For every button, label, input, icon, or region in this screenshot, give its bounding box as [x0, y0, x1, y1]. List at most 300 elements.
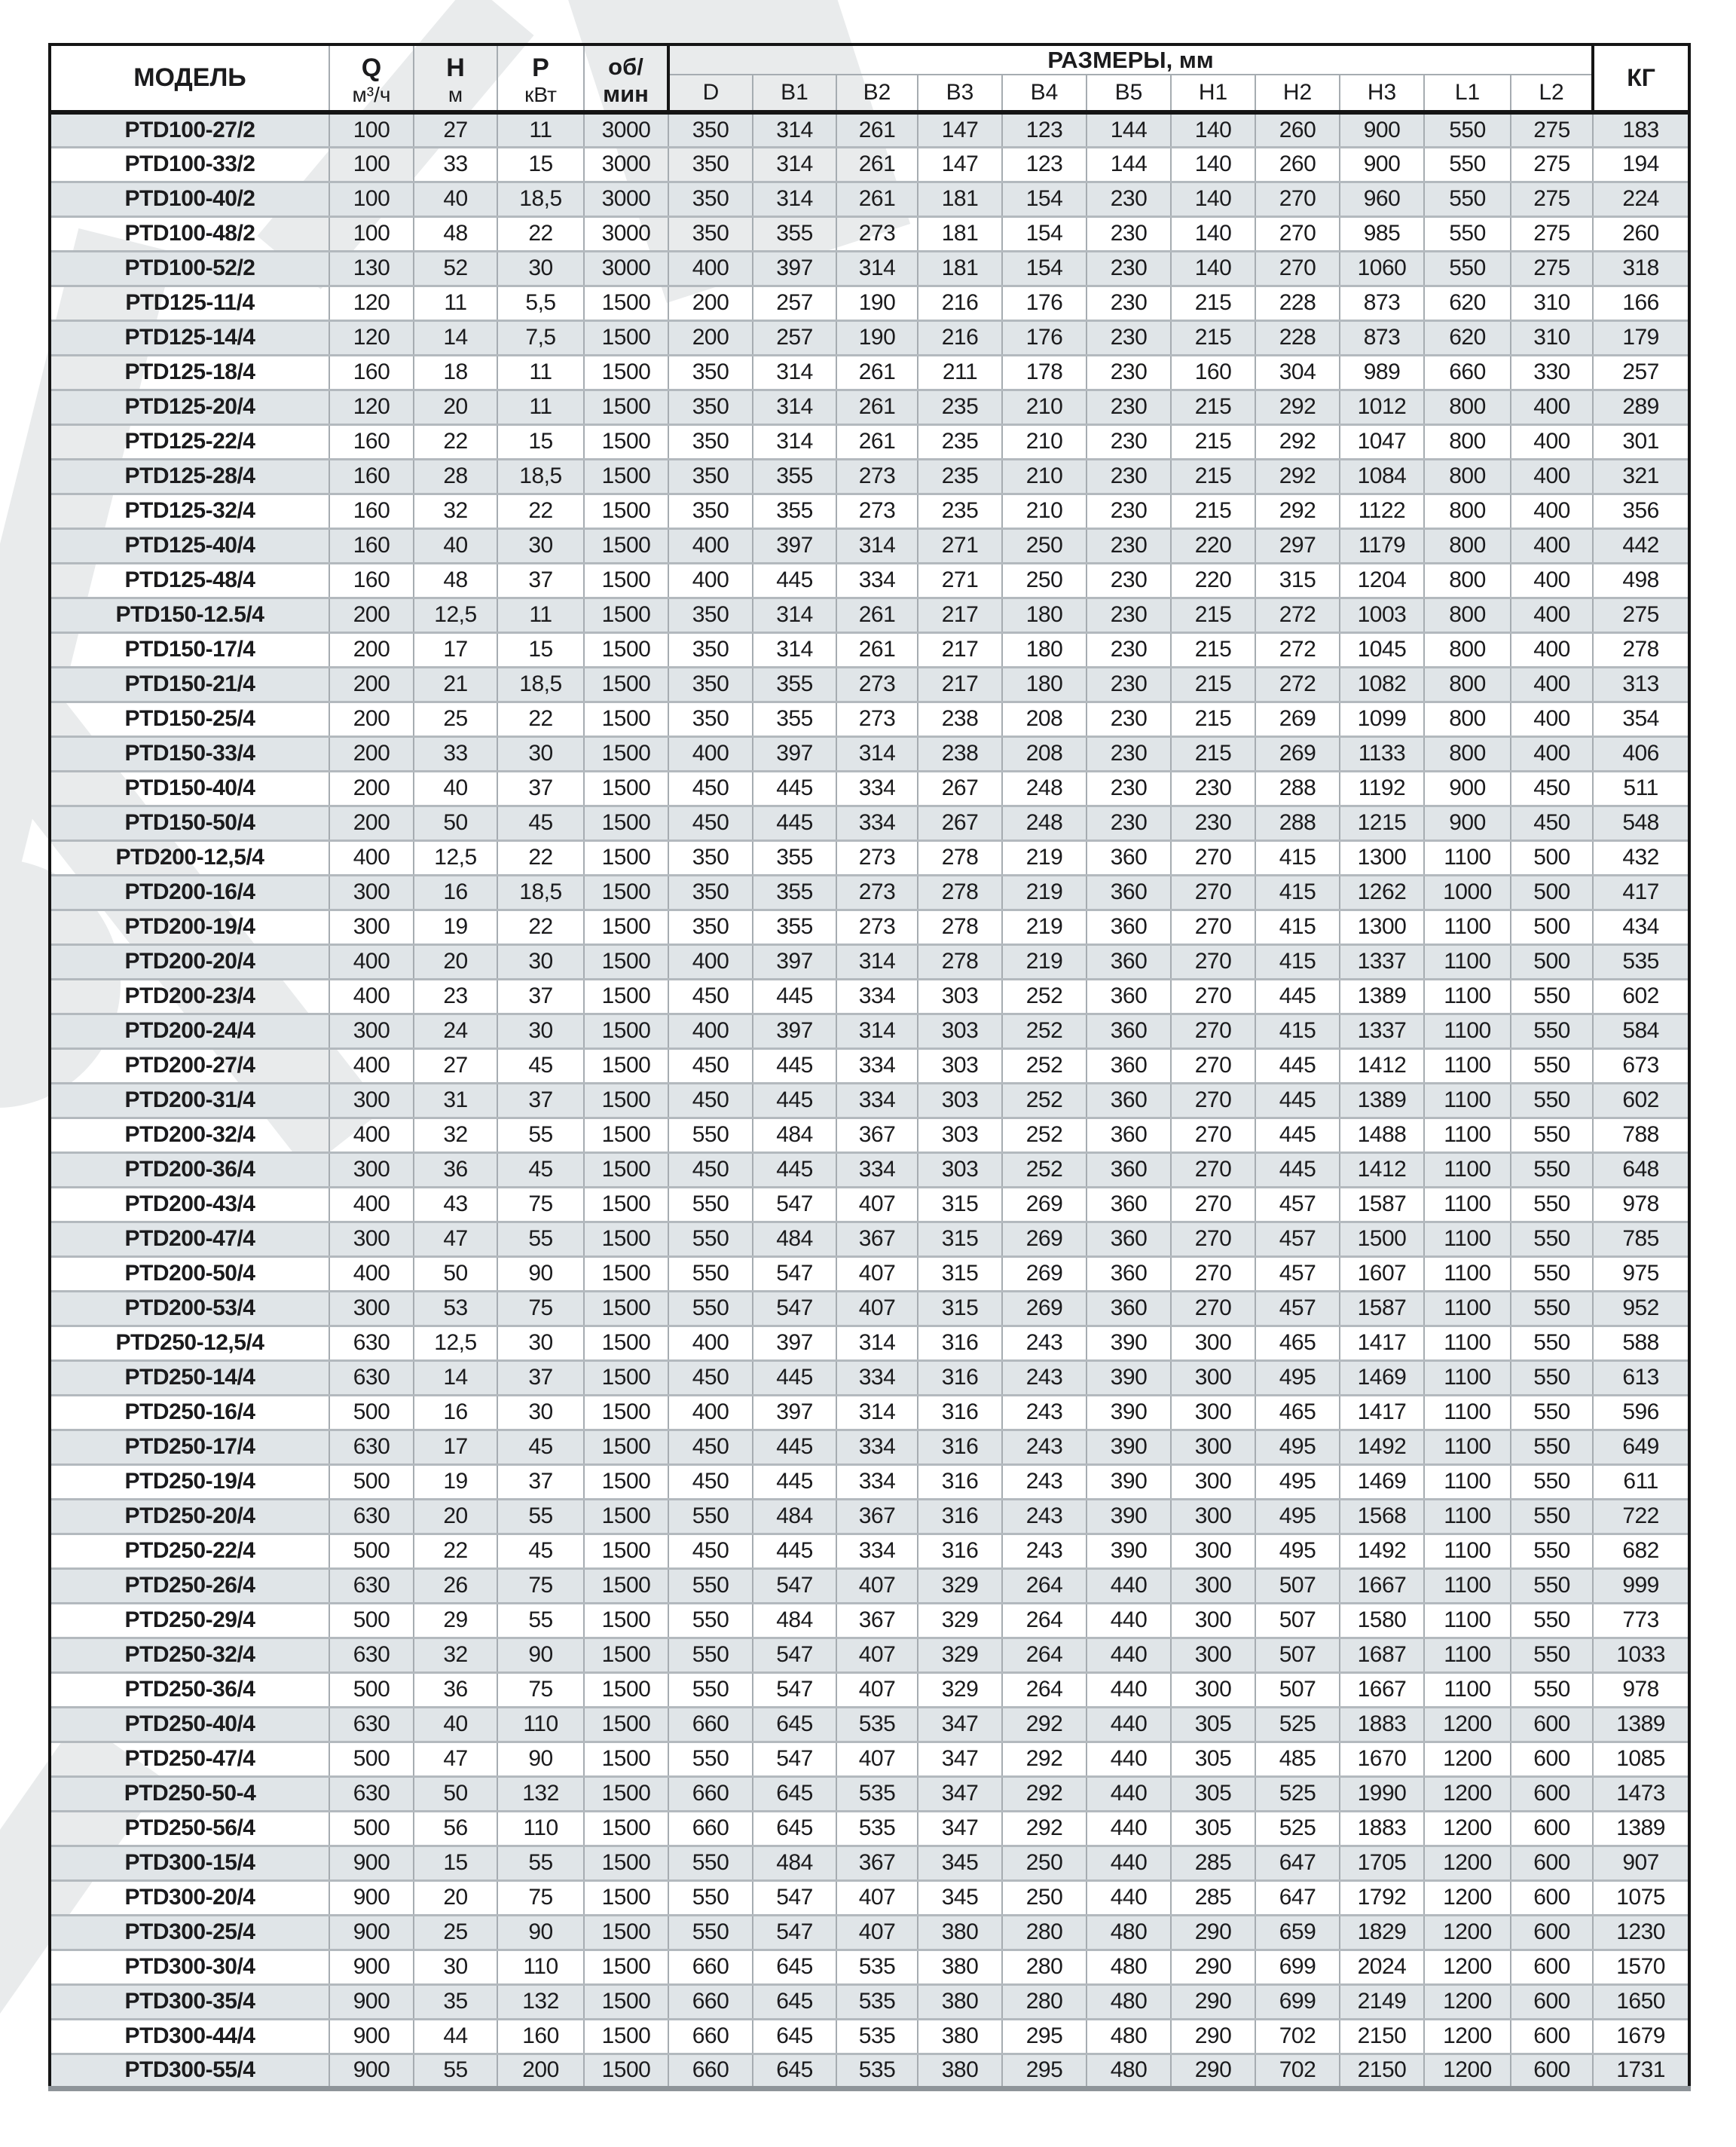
value-cell: 900 [329, 1984, 414, 2019]
value-cell: 30 [414, 1950, 497, 1984]
value-cell: 400 [668, 1395, 753, 1430]
value-cell: 252 [1002, 1014, 1087, 1048]
value-cell: 588 [1593, 1326, 1689, 1360]
value-cell: 550 [1511, 1222, 1593, 1256]
value-cell: 3000 [584, 251, 668, 286]
value-cell: 160 [329, 528, 414, 563]
value-cell: 1033 [1593, 1638, 1689, 1672]
value-cell: 600 [1511, 1950, 1593, 1984]
table-row [50, 1395, 1689, 1430]
value-cell: 550 [1511, 1326, 1593, 1360]
value-cell: 275 [1511, 182, 1593, 216]
value-cell: 1215 [1340, 806, 1424, 840]
value-cell: 550 [1511, 1360, 1593, 1395]
value-cell: 500 [329, 1395, 414, 1430]
value-cell: 1650 [1593, 1984, 1689, 2019]
column-header-rpm [584, 44, 668, 112]
value-cell: 480 [1087, 2054, 1171, 2088]
value-cell: 1200 [1424, 1984, 1511, 2019]
value-cell: 238 [918, 702, 1002, 736]
value-cell: 1687 [1340, 1638, 1424, 1672]
value-cell: 900 [1340, 112, 1424, 147]
column-header-model: МОДЕЛЬ [133, 63, 246, 92]
value-cell: 535 [836, 1950, 918, 1984]
value-cell: 200 [329, 806, 414, 840]
value-cell: 630 [329, 1707, 414, 1742]
value-cell: 194 [1593, 147, 1689, 182]
model-cell: PTD150-33/4 [50, 736, 329, 771]
value-cell: 1492 [1340, 1430, 1424, 1464]
value-cell: 649 [1593, 1430, 1689, 1464]
value-cell: 313 [1593, 667, 1689, 702]
value-cell: 611 [1593, 1464, 1689, 1499]
model-cell: PTD125-20/4 [50, 390, 329, 424]
h-unit: м [448, 82, 463, 106]
value-cell: 450 [668, 771, 753, 806]
value-cell: 350 [668, 390, 753, 424]
value-cell: 200 [329, 667, 414, 702]
value-cell: 1500 [584, 1222, 668, 1256]
value-cell: 1500 [584, 1707, 668, 1742]
value-cell: 230 [1171, 806, 1255, 840]
value-cell: 248 [1002, 771, 1087, 806]
value-cell: 334 [836, 806, 918, 840]
value-cell: 550 [1511, 1568, 1593, 1603]
value-cell: 305 [1171, 1776, 1255, 1811]
value-cell: 1200 [1424, 1707, 1511, 1742]
value-cell: 1337 [1340, 944, 1424, 979]
value-cell: 500 [1511, 910, 1593, 944]
value-cell: 600 [1511, 1880, 1593, 1915]
value-cell: 100 [329, 147, 414, 182]
value-cell: 292 [1255, 494, 1340, 528]
value-cell: 495 [1255, 1360, 1340, 1395]
value-cell: 3000 [584, 112, 668, 147]
value-cell: 397 [753, 1014, 836, 1048]
value-cell: 1100 [1424, 1291, 1511, 1326]
value-cell: 260 [1593, 216, 1689, 251]
value-cell: 400 [668, 944, 753, 979]
value-cell: 345 [918, 1846, 1002, 1880]
value-cell: 1389 [1340, 979, 1424, 1014]
value-cell: 699 [1255, 1950, 1340, 1984]
p-unit: кВт [524, 82, 557, 106]
value-cell: 30 [497, 736, 584, 771]
value-cell: 1670 [1340, 1742, 1424, 1776]
value-cell: 215 [1171, 424, 1255, 459]
value-cell: 440 [1087, 1603, 1171, 1638]
value-cell: 230 [1087, 182, 1171, 216]
value-cell: 1100 [1424, 1083, 1511, 1118]
value-cell: 350 [668, 598, 753, 632]
value-cell: 314 [753, 424, 836, 459]
column-header-b1: B1 [753, 75, 836, 112]
value-cell: 548 [1593, 806, 1689, 840]
value-cell: 140 [1171, 182, 1255, 216]
value-cell: 275 [1511, 216, 1593, 251]
table-row [50, 1811, 1689, 1846]
value-cell: 154 [1002, 251, 1087, 286]
value-cell: 1200 [1424, 2054, 1511, 2088]
value-cell: 300 [1171, 1499, 1255, 1534]
value-cell: 367 [836, 1499, 918, 1534]
value-cell: 270 [1171, 979, 1255, 1014]
value-cell: 2024 [1340, 1950, 1424, 1984]
value-cell: 1492 [1340, 1534, 1424, 1568]
value-cell: 270 [1171, 1014, 1255, 1048]
model-cell: PTD250-36/4 [50, 1672, 329, 1707]
value-cell: 952 [1593, 1291, 1689, 1326]
value-cell: 450 [668, 979, 753, 1014]
value-cell: 275 [1511, 112, 1593, 147]
value-cell: 1300 [1340, 910, 1424, 944]
value-cell: 260 [1255, 112, 1340, 147]
value-cell: 1060 [1340, 251, 1424, 286]
value-cell: 272 [1255, 598, 1340, 632]
value-cell: 450 [1511, 771, 1593, 806]
value-cell: 507 [1255, 1672, 1340, 1707]
value-cell: 978 [1593, 1187, 1689, 1222]
value-cell: 773 [1593, 1603, 1689, 1638]
value-cell: 1192 [1340, 771, 1424, 806]
value-cell: 243 [1002, 1464, 1087, 1499]
value-cell: 260 [1255, 147, 1340, 182]
value-cell: 397 [753, 251, 836, 286]
value-cell: 1500 [584, 598, 668, 632]
value-cell: 36 [414, 1672, 497, 1707]
value-cell: 252 [1002, 1152, 1087, 1187]
value-cell: 14 [414, 320, 497, 355]
value-cell: 290 [1171, 2019, 1255, 2054]
value-cell: 243 [1002, 1534, 1087, 1568]
value-cell: 30 [497, 528, 584, 563]
value-cell: 250 [1002, 1880, 1087, 1915]
value-cell: 350 [668, 216, 753, 251]
value-cell: 445 [753, 1430, 836, 1464]
value-cell: 1200 [1424, 1846, 1511, 1880]
value-cell: 50 [414, 1776, 497, 1811]
value-cell: 1075 [1593, 1880, 1689, 1915]
value-cell: 407 [836, 1187, 918, 1222]
model-cell: PTD150-25/4 [50, 702, 329, 736]
model-cell: PTD250-14/4 [50, 1360, 329, 1395]
table-row [50, 1776, 1689, 1811]
value-cell: 300 [1171, 1326, 1255, 1360]
table-row [50, 1360, 1689, 1395]
table-row [50, 563, 1689, 598]
value-cell: 21 [414, 667, 497, 702]
value-cell: 190 [836, 320, 918, 355]
table-row [50, 1048, 1689, 1083]
table-row [50, 1014, 1689, 1048]
value-cell: 280 [1002, 1950, 1087, 1984]
value-cell: 215 [1171, 667, 1255, 702]
value-cell: 960 [1340, 182, 1424, 216]
value-cell: 16 [414, 875, 497, 910]
value-cell: 334 [836, 1048, 918, 1083]
value-cell: 20 [414, 390, 497, 424]
value-cell: 600 [1511, 1846, 1593, 1880]
value-cell: 2150 [1340, 2019, 1424, 2054]
value-cell: 273 [836, 667, 918, 702]
value-cell: 547 [753, 1568, 836, 1603]
value-cell: 535 [836, 1776, 918, 1811]
value-cell: 550 [1511, 1152, 1593, 1187]
value-cell: 465 [1255, 1326, 1340, 1360]
value-cell: 160 [329, 563, 414, 598]
value-cell: 1500 [584, 459, 668, 494]
value-cell: 1500 [584, 1118, 668, 1152]
value-cell: 230 [1087, 494, 1171, 528]
value-cell: 24 [414, 1014, 497, 1048]
value-cell: 445 [753, 1048, 836, 1083]
value-cell: 330 [1511, 355, 1593, 390]
value-cell: 360 [1087, 1152, 1171, 1187]
value-cell: 535 [836, 2054, 918, 2088]
value-cell: 550 [1424, 147, 1511, 182]
value-cell: 390 [1087, 1326, 1171, 1360]
value-cell: 55 [497, 1118, 584, 1152]
value-cell: 27 [414, 112, 497, 147]
value-cell: 350 [668, 632, 753, 667]
value-cell: 37 [497, 1360, 584, 1395]
table-row [50, 1603, 1689, 1638]
value-cell: 334 [836, 771, 918, 806]
value-cell: 900 [329, 1880, 414, 1915]
table-row [50, 1326, 1689, 1360]
model-cell: PTD200-43/4 [50, 1187, 329, 1222]
model-cell: PTD200-23/4 [50, 979, 329, 1014]
value-cell: 269 [1002, 1291, 1087, 1326]
value-cell: 630 [329, 1638, 414, 1672]
value-cell: 1100 [1424, 1118, 1511, 1152]
value-cell: 400 [1511, 390, 1593, 424]
model-cell: PTD150-17/4 [50, 632, 329, 667]
rpm-line1: об/ [608, 53, 643, 80]
value-cell: 40 [414, 1707, 497, 1742]
value-cell: 900 [329, 2054, 414, 2088]
value-cell: 550 [1511, 1187, 1593, 1222]
value-cell: 500 [329, 1603, 414, 1638]
value-cell: 12,5 [414, 598, 497, 632]
value-cell: 230 [1087, 771, 1171, 806]
value-cell: 261 [836, 390, 918, 424]
value-cell: 367 [836, 1118, 918, 1152]
value-cell: 18,5 [497, 667, 584, 702]
value-cell: 1500 [584, 1672, 668, 1707]
value-cell: 645 [753, 1950, 836, 1984]
value-cell: 1500 [584, 424, 668, 459]
table-header [50, 44, 1689, 112]
value-cell: 400 [329, 1256, 414, 1291]
value-cell: 356 [1593, 494, 1689, 528]
value-cell: 350 [668, 182, 753, 216]
value-cell: 480 [1087, 1915, 1171, 1950]
value-cell: 25 [414, 702, 497, 736]
table-row [50, 1256, 1689, 1291]
value-cell: 400 [1511, 528, 1593, 563]
value-cell: 270 [1171, 1222, 1255, 1256]
value-cell: 1500 [584, 1915, 668, 1950]
value-cell: 22 [497, 910, 584, 944]
value-cell: 261 [836, 598, 918, 632]
value-cell: 300 [1171, 1672, 1255, 1707]
value-cell: 1570 [1593, 1950, 1689, 1984]
value-cell: 230 [1087, 632, 1171, 667]
model-cell: PTD125-11/4 [50, 286, 329, 320]
value-cell: 550 [668, 1118, 753, 1152]
value-cell: 3000 [584, 147, 668, 182]
value-cell: 216 [918, 320, 1002, 355]
table-row [50, 2054, 1689, 2088]
table-row [50, 182, 1689, 216]
value-cell: 400 [668, 528, 753, 563]
value-cell: 445 [753, 979, 836, 1014]
table-row [50, 1291, 1689, 1326]
value-cell: 329 [918, 1638, 1002, 1672]
table-row [50, 875, 1689, 910]
value-cell: 450 [668, 1048, 753, 1083]
value-cell: 355 [753, 667, 836, 702]
value-cell: 37 [497, 563, 584, 598]
value-cell: 300 [1171, 1360, 1255, 1395]
table-row [50, 112, 1689, 147]
value-cell: 22 [414, 424, 497, 459]
value-cell: 788 [1593, 1118, 1689, 1152]
value-cell: 600 [1511, 1915, 1593, 1950]
value-cell: 243 [1002, 1395, 1087, 1430]
value-cell: 525 [1255, 1707, 1340, 1742]
value-cell: 215 [1171, 494, 1255, 528]
value-cell: 400 [1511, 424, 1593, 459]
value-cell: 316 [918, 1430, 1002, 1464]
value-cell: 1500 [1340, 1222, 1424, 1256]
value-cell: 350 [668, 910, 753, 944]
table-row [50, 840, 1689, 875]
value-cell: 32 [414, 494, 497, 528]
value-cell: 56 [414, 1811, 497, 1846]
value-cell: 22 [414, 1534, 497, 1568]
value-cell: 329 [918, 1672, 1002, 1707]
value-cell: 500 [329, 1742, 414, 1776]
value-cell: 23 [414, 979, 497, 1014]
value-cell: 1883 [1340, 1707, 1424, 1742]
value-cell: 26 [414, 1568, 497, 1603]
value-cell: 314 [836, 736, 918, 771]
value-cell: 238 [918, 736, 1002, 771]
value-cell: 270 [1171, 1291, 1255, 1326]
value-cell: 360 [1087, 1014, 1171, 1048]
value-cell: 216 [918, 286, 1002, 320]
model-cell: PTD125-14/4 [50, 320, 329, 355]
value-cell: 314 [753, 598, 836, 632]
value-cell: 269 [1002, 1222, 1087, 1256]
q-symbol: Q [361, 53, 382, 82]
value-cell: 550 [1511, 1603, 1593, 1638]
model-cell: PTD250-26/4 [50, 1568, 329, 1603]
value-cell: 600 [1511, 1707, 1593, 1742]
value-cell: 400 [329, 979, 414, 1014]
value-cell: 37 [497, 771, 584, 806]
value-cell: 147 [918, 147, 1002, 182]
value-cell: 1200 [1424, 1915, 1511, 1950]
value-cell: 600 [1511, 1811, 1593, 1846]
value-cell: 417 [1593, 875, 1689, 910]
value-cell: 1100 [1424, 1568, 1511, 1603]
value-cell: 252 [1002, 979, 1087, 1014]
value-cell: 180 [1002, 667, 1087, 702]
value-cell: 252 [1002, 1118, 1087, 1152]
value-cell: 584 [1593, 1014, 1689, 1048]
value-cell: 278 [918, 944, 1002, 979]
value-cell: 292 [1002, 1742, 1087, 1776]
value-cell: 380 [918, 2054, 1002, 2088]
value-cell: 22 [497, 216, 584, 251]
value-cell: 450 [1511, 806, 1593, 840]
model-cell: PTD300-30/4 [50, 1950, 329, 1984]
model-cell: PTD125-28/4 [50, 459, 329, 494]
value-cell: 347 [918, 1811, 1002, 1846]
value-cell: 285 [1171, 1880, 1255, 1915]
value-cell: 25 [414, 1915, 497, 1950]
value-cell: 550 [668, 1603, 753, 1638]
p-symbol: Р [532, 53, 549, 82]
value-cell: 445 [753, 771, 836, 806]
table-row [50, 632, 1689, 667]
value-cell: 224 [1593, 182, 1689, 216]
value-cell: 301 [1593, 424, 1689, 459]
value-cell: 1200 [1424, 2019, 1511, 2054]
value-cell: 350 [668, 702, 753, 736]
value-cell: 397 [753, 944, 836, 979]
value-cell: 48 [414, 563, 497, 598]
value-cell: 1500 [584, 771, 668, 806]
value-cell: 292 [1255, 459, 1340, 494]
value-cell: 900 [1424, 806, 1511, 840]
value-cell: 178 [1002, 355, 1087, 390]
table-row [50, 355, 1689, 390]
value-cell: 270 [1171, 910, 1255, 944]
value-cell: 900 [1340, 147, 1424, 182]
value-cell: 360 [1087, 1118, 1171, 1152]
column-header-b5: B5 [1087, 75, 1171, 112]
value-cell: 1012 [1340, 390, 1424, 424]
value-cell: 208 [1002, 736, 1087, 771]
value-cell: 314 [836, 1395, 918, 1430]
table-row [50, 1707, 1689, 1742]
value-cell: 550 [668, 1846, 753, 1880]
value-cell: 445 [753, 1152, 836, 1187]
value-cell: 267 [918, 771, 1002, 806]
value-cell: 550 [1511, 1014, 1593, 1048]
value-cell: 380 [918, 1915, 1002, 1950]
value-cell: 215 [1171, 702, 1255, 736]
value-cell: 55 [497, 1603, 584, 1638]
value-cell: 123 [1002, 112, 1087, 147]
pump-spec-table [48, 43, 1691, 2091]
value-cell: 415 [1255, 944, 1340, 979]
model-cell: PTD200-50/4 [50, 1256, 329, 1291]
value-cell: 360 [1087, 875, 1171, 910]
value-cell: 219 [1002, 944, 1087, 979]
value-cell: 315 [918, 1222, 1002, 1256]
value-cell: 1000 [1424, 875, 1511, 910]
model-cell: PTD300-20/4 [50, 1880, 329, 1915]
value-cell: 500 [1511, 840, 1593, 875]
value-cell: 315 [918, 1187, 1002, 1222]
value-cell: 484 [753, 1499, 836, 1534]
value-cell: 32 [414, 1638, 497, 1672]
